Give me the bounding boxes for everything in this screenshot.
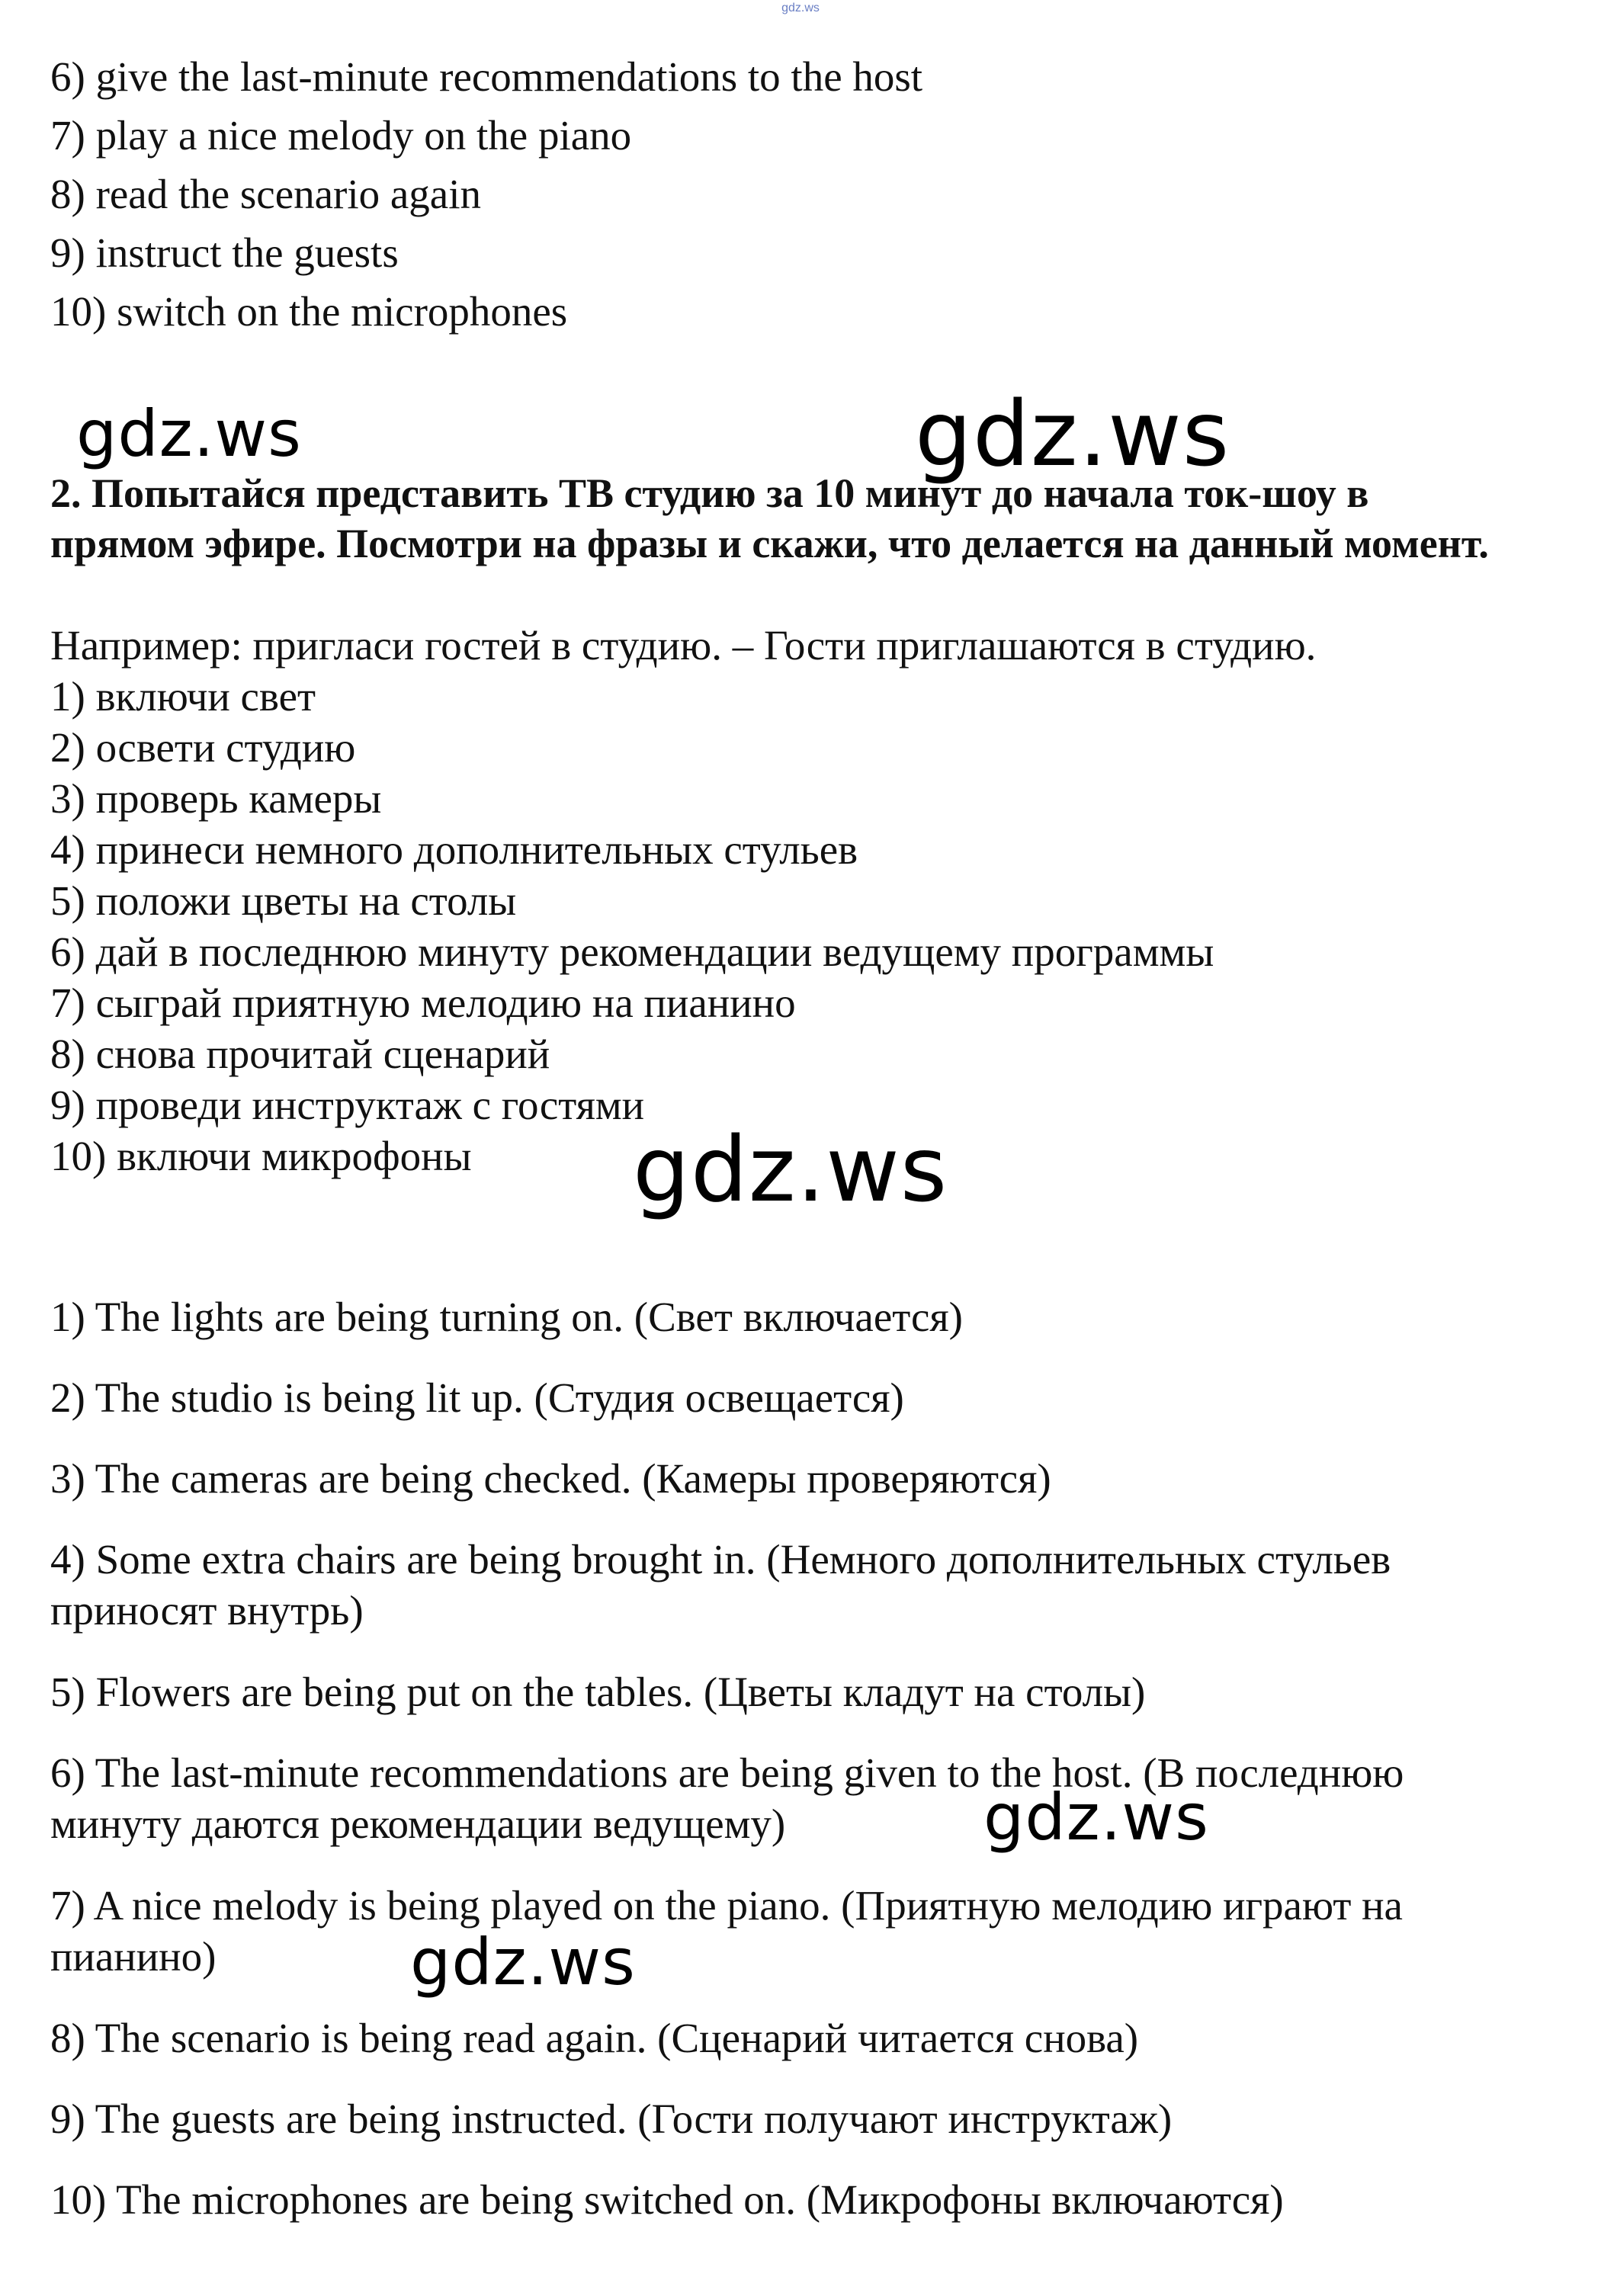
intro-item-8: 8) read the scenario again (50, 171, 481, 217)
answer-item: 5) Flowers are being put on the tables. (Цветы кладут на столы) (50, 1669, 1146, 1715)
watermark: gdz.ws (915, 381, 1230, 486)
intro-item-6: 6) give the last-minute recommendations to the host (50, 53, 923, 100)
task-2-item: 1) включи свет (50, 673, 316, 720)
watermark: gdz.ws (633, 1117, 948, 1222)
answer-item: 6) The last-minute recommendations are being given to the host. (В последнюю минуту даются рекомендации ведущему) (50, 1749, 1404, 1847)
task-2-item: 9) проведи инструктаж с гостями (50, 1082, 645, 1128)
answer-item: 3) The cameras are being checked. (Камеры проверяются) (50, 1455, 1051, 1502)
answer-item: 1) The lights are being turning on. (Свет включается) (50, 1294, 963, 1340)
task-2-example: Например: пригласи гостей в студию. – Гости приглашаются в студию. (50, 622, 1317, 669)
answer-item: 2) The studio is being lit up. (Студия освещается) (50, 1374, 904, 1421)
intro-item-7: 7) play a nice melody on the piano (50, 112, 632, 159)
watermark: gdz.ws (410, 1925, 636, 1999)
answer-item: 8) The scenario is being read again. (Сценарий читается снова) (50, 2015, 1139, 2061)
watermark: gdz.ws (983, 1780, 1209, 1855)
watermark: gdz.ws (76, 396, 302, 471)
answer-item: 4) Some extra chairs are being brought in. (Немного дополнительных стульев приносят внутрь) (50, 1536, 1391, 1634)
intro-item-10: 10) switch on the microphones (50, 288, 568, 335)
task-2-item: 4) принеси немного дополнительных стульев (50, 826, 858, 873)
header-watermark: gdz.ws (781, 2, 820, 14)
answer-item: 9) The guests are being instructed. (Гости получают инструктаж) (50, 2096, 1173, 2142)
answer-item: 10) The microphones are being switched on. (Микрофоны включаются) (50, 2176, 1284, 2223)
task-2-item: 10) включи микрофоны (50, 1133, 472, 1179)
answer-item: 7) A nice melody is being played on the piano. (Приятную мелодию играют на пианино) (50, 1882, 1403, 1980)
task-2-item: 3) проверь камеры (50, 775, 382, 822)
task-2-item: 7) сыграй приятную мелодию на пианино (50, 980, 796, 1026)
intro-item-9: 9) instruct the guests (50, 229, 399, 276)
task-2-item: 8) снова прочитай сценарий (50, 1031, 550, 1077)
task-2-item: 5) положи цветы на столы (50, 877, 517, 924)
task-2-title: 2. Попытайся представить ТВ студию за 10 минут до начала ток-шоу в прямом эфире. Посмотри на фразы и скажи, что делается на данный момент. (50, 470, 1489, 566)
task-2-item: 6) дай в последнюю минуту рекомендации ведущему программы (50, 928, 1214, 975)
task-2-item: 2) освети студию (50, 724, 356, 771)
